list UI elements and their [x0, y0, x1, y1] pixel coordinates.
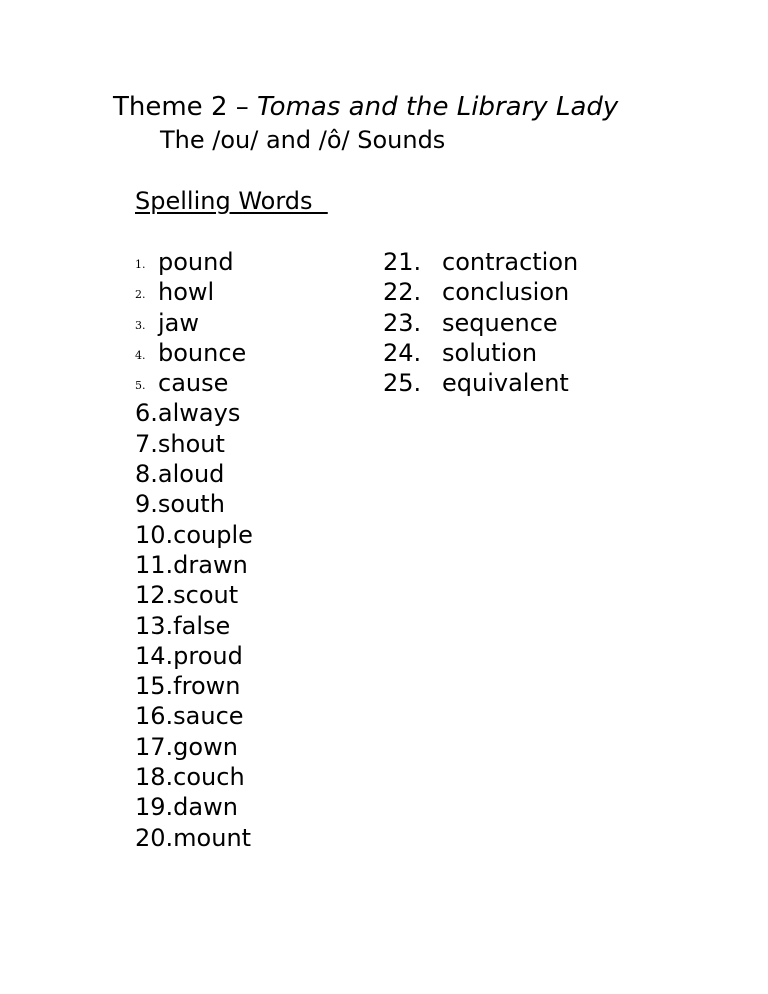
- list-item: 18.couch: [135, 763, 245, 792]
- list-item: 10.couple: [135, 520, 253, 549]
- list-item: 14.proud: [135, 641, 243, 670]
- list-item: [383, 368, 578, 398]
- spelling-words-heading: Spelling Words: [135, 187, 328, 215]
- list-item: [383, 338, 578, 368]
- list-item: 9.south: [135, 490, 225, 519]
- item-number: 2.: [135, 288, 146, 302]
- item-word: conclusion: [442, 278, 570, 307]
- list-item: [135, 277, 253, 307]
- item-word: howl: [158, 278, 215, 307]
- list-item: 6.always: [135, 399, 241, 428]
- item-number: 25.: [383, 369, 422, 398]
- list-item: [383, 277, 578, 307]
- list-item: 7.shout: [135, 429, 225, 458]
- list-item: 8.aloud: [135, 460, 225, 489]
- list-item: 12.scout: [135, 581, 239, 610]
- spelling-list-left: [135, 247, 253, 853]
- list-item: 13.false: [135, 611, 231, 640]
- list-item: [383, 247, 578, 277]
- item-number: 3.: [135, 318, 146, 332]
- list-item: 16.sauce: [135, 702, 244, 731]
- list-item: [135, 247, 253, 277]
- item-word: pound: [158, 248, 234, 276]
- page-title: [113, 90, 618, 124]
- title-prefix: Theme 2 –: [113, 92, 258, 122]
- item-number: 4.: [135, 348, 146, 362]
- item-word: cause: [158, 369, 229, 398]
- page-subtitle: The /ou/ and /ô/ Sounds: [160, 126, 446, 154]
- item-word: solution: [442, 338, 538, 367]
- list-item: [135, 308, 253, 338]
- list-item: [383, 308, 578, 338]
- list-item: [135, 338, 253, 368]
- list-item: 17.gown: [135, 732, 238, 761]
- item-word: sequence: [442, 308, 558, 337]
- item-number: 1.: [135, 258, 146, 271]
- story-title: Tomas and the Library Lady: [257, 92, 619, 122]
- item-word: jaw: [158, 308, 200, 337]
- item-number: 22.: [383, 278, 422, 307]
- spelling-list-right: [383, 247, 578, 398]
- list-item: 19.dawn: [135, 793, 238, 822]
- list-item: 20.mount: [135, 823, 252, 852]
- list-item: [135, 368, 253, 398]
- item-word: contraction: [442, 248, 579, 276]
- item-number: 5.: [135, 379, 146, 393]
- list-item: 15.frown: [135, 672, 241, 701]
- list-item: 11.drawn: [135, 550, 248, 579]
- item-word: bounce: [158, 338, 247, 367]
- item-word: equivalent: [442, 369, 569, 398]
- item-number: 24.: [383, 338, 422, 367]
- item-number: 21.: [383, 248, 422, 276]
- item-number: 23.: [383, 308, 422, 337]
